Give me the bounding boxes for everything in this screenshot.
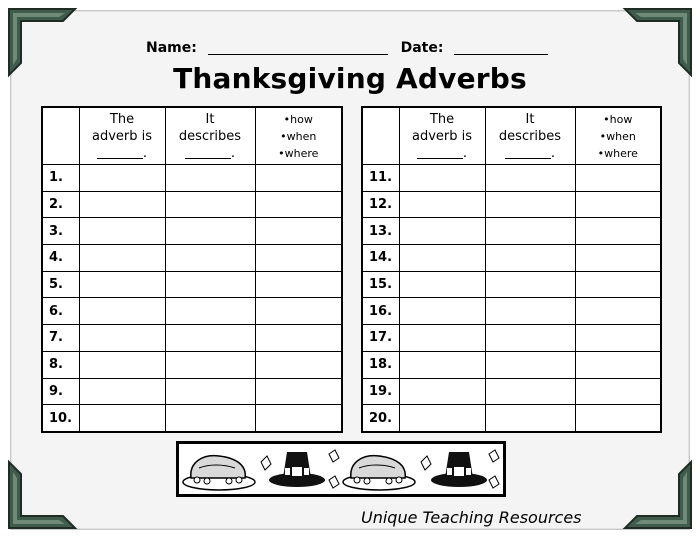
adverb-header-line1: The [429,111,455,127]
adverb-cell[interactable] [399,245,485,272]
header-blank [97,147,143,159]
table-row [42,325,342,352]
how-when-where-cell[interactable] [255,245,342,272]
where-label: •where [278,146,319,160]
how-when-where-cell[interactable] [255,325,342,352]
table-row [362,405,661,432]
table-row [42,245,342,272]
number-header [42,107,79,165]
adverb-table-left [41,106,343,433]
name-label: Name: [146,40,197,56]
where-label: •where [597,146,638,160]
describes-cell[interactable] [165,298,255,325]
describes-header-line2: describes [178,128,242,144]
adverb-cell[interactable] [399,325,485,352]
header-blank [185,147,231,159]
how-when-where-cell[interactable] [255,191,342,218]
date-label: Date: [400,40,444,56]
number-header [362,107,399,165]
adverb-cell[interactable] [79,325,165,352]
describes-cell[interactable] [165,245,255,272]
table-row [42,271,342,298]
table-row [362,298,661,325]
header-blank [417,147,463,159]
how-when-where-cell[interactable] [575,191,661,218]
how-when-where-cell[interactable] [575,351,661,378]
describes-cell[interactable] [485,271,575,298]
when-label: •when [280,129,317,143]
row-number: 14. [362,245,399,272]
how-when-where-cell[interactable] [575,218,661,245]
describes-cell[interactable] [485,405,575,432]
describes-cell[interactable] [485,298,575,325]
describes-cell[interactable] [165,218,255,245]
table-row [362,218,661,245]
worksheet-title: Thanksgiving Adverbs [173,62,527,95]
describes-cell[interactable] [165,191,255,218]
adverb-cell[interactable] [399,165,485,192]
adverb-header-line2: adverb is [91,128,153,144]
leaf-icon [489,450,499,488]
describes-header-line1: It [525,111,535,127]
table-row [42,191,342,218]
adverb-cell[interactable] [399,405,485,432]
row-number: 5. [42,271,79,298]
table-row [42,351,342,378]
adverb-cell[interactable] [399,191,485,218]
describes-cell[interactable] [165,271,255,298]
adverb-cell[interactable] [79,245,165,272]
adverb-cell[interactable] [399,218,485,245]
adverb-cell[interactable] [79,271,165,298]
describes-cell[interactable] [485,191,575,218]
header-blank [505,147,551,159]
adverb-cell[interactable] [399,298,485,325]
describes-header-line2: describes [498,128,562,144]
table-header-row [362,107,661,165]
when-label: •when [599,129,636,143]
table-row [42,218,342,245]
describes-cell[interactable] [165,378,255,405]
describes-cell[interactable] [485,165,575,192]
describes-cell[interactable] [165,351,255,378]
row-number: 2. [42,191,79,218]
adverb-cell[interactable] [79,298,165,325]
row-number: 1. [42,165,79,192]
thanksgiving-banner [176,441,506,497]
how-when-where-cell[interactable] [255,378,342,405]
row-number: 8. [42,351,79,378]
adverb-cell[interactable] [79,405,165,432]
table-row [362,165,661,192]
how-when-where-cell[interactable] [255,351,342,378]
adverb-header: The adverb is . [79,107,165,165]
row-number: 11. [362,165,399,192]
describes-header: It describes . [165,107,255,165]
row-number: 3. [42,218,79,245]
turkey-platter-icon [183,456,255,490]
how-when-where-cell[interactable] [575,325,661,352]
row-number: 12. [362,191,399,218]
how-when-where-cell[interactable] [575,165,661,192]
row-number: 20. [362,405,399,432]
row-number: 13. [362,218,399,245]
how-label: •how [283,112,313,126]
adverb-cell[interactable] [79,378,165,405]
row-number: 10. [42,405,79,432]
photo-corner-icon [5,458,79,532]
how-when-where-cell[interactable] [575,271,661,298]
adverb-cell[interactable] [399,271,485,298]
row-number: 4. [42,245,79,272]
table-row [362,378,661,405]
row-number: 17. [362,325,399,352]
how-label: •how [603,112,633,126]
adverb-cell[interactable] [79,191,165,218]
adverb-cell[interactable] [399,378,485,405]
describes-cell[interactable] [485,218,575,245]
describes-cell[interactable] [165,165,255,192]
row-number: 9. [42,378,79,405]
how-when-where-cell[interactable] [575,405,661,432]
table-row [42,298,342,325]
adverb-cell[interactable] [79,165,165,192]
adverb-cell[interactable] [399,351,485,378]
describes-cell[interactable] [485,351,575,378]
describes-cell[interactable] [165,325,255,352]
row-number: 6. [42,298,79,325]
table-row [362,351,661,378]
row-number: 7. [42,325,79,352]
adverb-header-line2: adverb is [411,128,473,144]
how-when-where-cell[interactable] [575,378,661,405]
table-row [42,378,342,405]
table-row [362,245,661,272]
how-when-where-cell[interactable] [255,165,342,192]
table-header-row [42,107,342,165]
adverb-header: The adverb is . [399,107,485,165]
describes-cell[interactable] [485,378,575,405]
table-row [42,165,342,192]
leaf-icon [261,456,271,470]
describes-header-line1: It [205,111,215,127]
adverb-table-right [361,106,662,433]
photo-corner-icon [621,458,695,532]
row-number: 15. [362,271,399,298]
table-row [362,271,661,298]
describes-header: It describes . [485,107,575,165]
describes-cell[interactable] [485,245,575,272]
date-field[interactable] [454,40,548,55]
how-when-where-cell[interactable] [255,298,342,325]
row-number: 19. [362,378,399,405]
table-row [42,405,342,432]
name-field[interactable] [208,40,388,55]
how-when-where-cell[interactable] [255,271,342,298]
how-when-where-cell[interactable] [255,405,342,432]
how-when-where-cell[interactable] [255,218,342,245]
adverb-cell[interactable] [79,218,165,245]
adverb-header-line1: The [109,111,135,127]
pilgrim-hat-icon [431,452,487,487]
adverb-cell[interactable] [79,351,165,378]
leaf-icon [329,450,339,488]
row-number: 16. [362,298,399,325]
how-when-where-cell[interactable] [575,298,661,325]
table-row [362,191,661,218]
pilgrim-hat-icon [269,452,325,487]
table-row [362,325,661,352]
footer-credit: Unique Teaching Resources [361,508,582,527]
how-when-where-cell[interactable] [575,245,661,272]
describes-cell[interactable] [165,405,255,432]
how-when-where-header [255,107,342,165]
name-date-line [146,40,548,56]
turkey-platter-icon [343,456,415,490]
how-when-where-header [575,107,661,165]
describes-cell[interactable] [485,325,575,352]
leaf-icon [421,456,431,470]
row-number: 18. [362,351,399,378]
